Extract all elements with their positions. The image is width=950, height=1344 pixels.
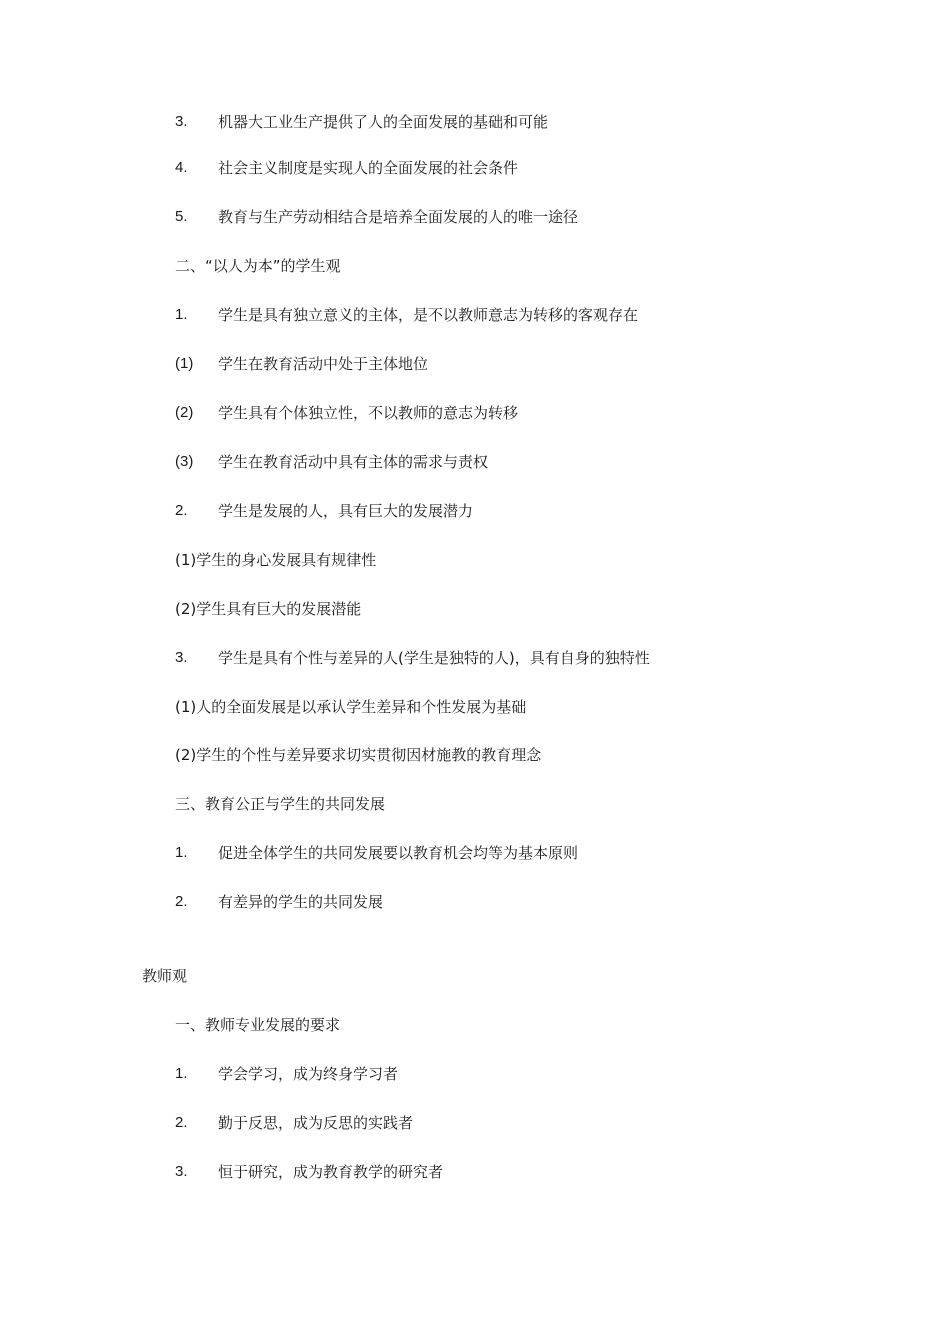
heading-text: 一、教师专业发展的要求 [175, 1016, 341, 1034]
list-text: 学生在教育活动中处于主体地位 [218, 355, 429, 373]
list-text: 学生是发展的人，具有巨大的发展潜力 [218, 502, 474, 520]
list-number: 5. [175, 208, 188, 225]
list-number: 3. [175, 113, 188, 130]
list-text: (1)学生的身心发展具有规律性 [175, 551, 377, 569]
list-text: 机器大工业生产提供了人的全面发展的基础和可能 [218, 113, 549, 131]
list-text: (1)人的全面发展是以承认学生差异和个性发展为基础 [175, 698, 527, 716]
list-number: (3) [175, 453, 194, 470]
list-text: 勤于反思，成为反思的实践者 [218, 1114, 414, 1132]
list-text: (2)学生具有巨大的发展潜能 [175, 600, 362, 618]
list-text: 学生具有个体独立性，不以教师的意志为转移 [218, 404, 519, 422]
list-number: 3. [175, 649, 188, 666]
list-text: 促进全体学生的共同发展要以教育机会均等为基本原则 [218, 844, 579, 862]
list-number: 1. [175, 306, 188, 323]
list-text: 教育与生产劳动相结合是培养全面发展的人的唯一途径 [218, 208, 579, 226]
list-text: 学会学习，成为终身学习者 [218, 1065, 399, 1083]
list-text: 恒于研究，成为教育教学的研究者 [218, 1163, 444, 1181]
heading-text: 二、“以人为本”的学生观 [175, 257, 341, 275]
list-number: 3. [175, 1163, 188, 1180]
list-number: 1. [175, 1065, 188, 1082]
list-number: (1) [175, 355, 194, 372]
list-text: 社会主义制度是实现人的全面发展的社会条件 [218, 159, 519, 177]
list-number: 1. [175, 844, 188, 861]
heading-text: 三、教育公正与学生的共同发展 [175, 795, 386, 813]
list-number: 2. [175, 893, 188, 910]
list-number: 4. [175, 159, 188, 176]
list-text: 学生是具有个性与差异的人(学生是独特的人)，具有自身的独特性 [218, 649, 650, 667]
chapter-title-text: 教师观 [142, 967, 188, 985]
list-text: 学生在教育活动中具有主体的需求与责权 [218, 453, 489, 471]
list-text: (2)学生的个性与差异要求切实贯彻因材施教的教育理念 [175, 746, 542, 764]
list-number: 2. [175, 1114, 188, 1131]
list-text: 有差异的学生的共同发展 [218, 893, 384, 911]
list-number: 2. [175, 502, 188, 519]
list-number: (2) [175, 404, 194, 421]
list-text: 学生是具有独立意义的主体，是不以教师意志为转移的客观存在 [218, 306, 639, 324]
